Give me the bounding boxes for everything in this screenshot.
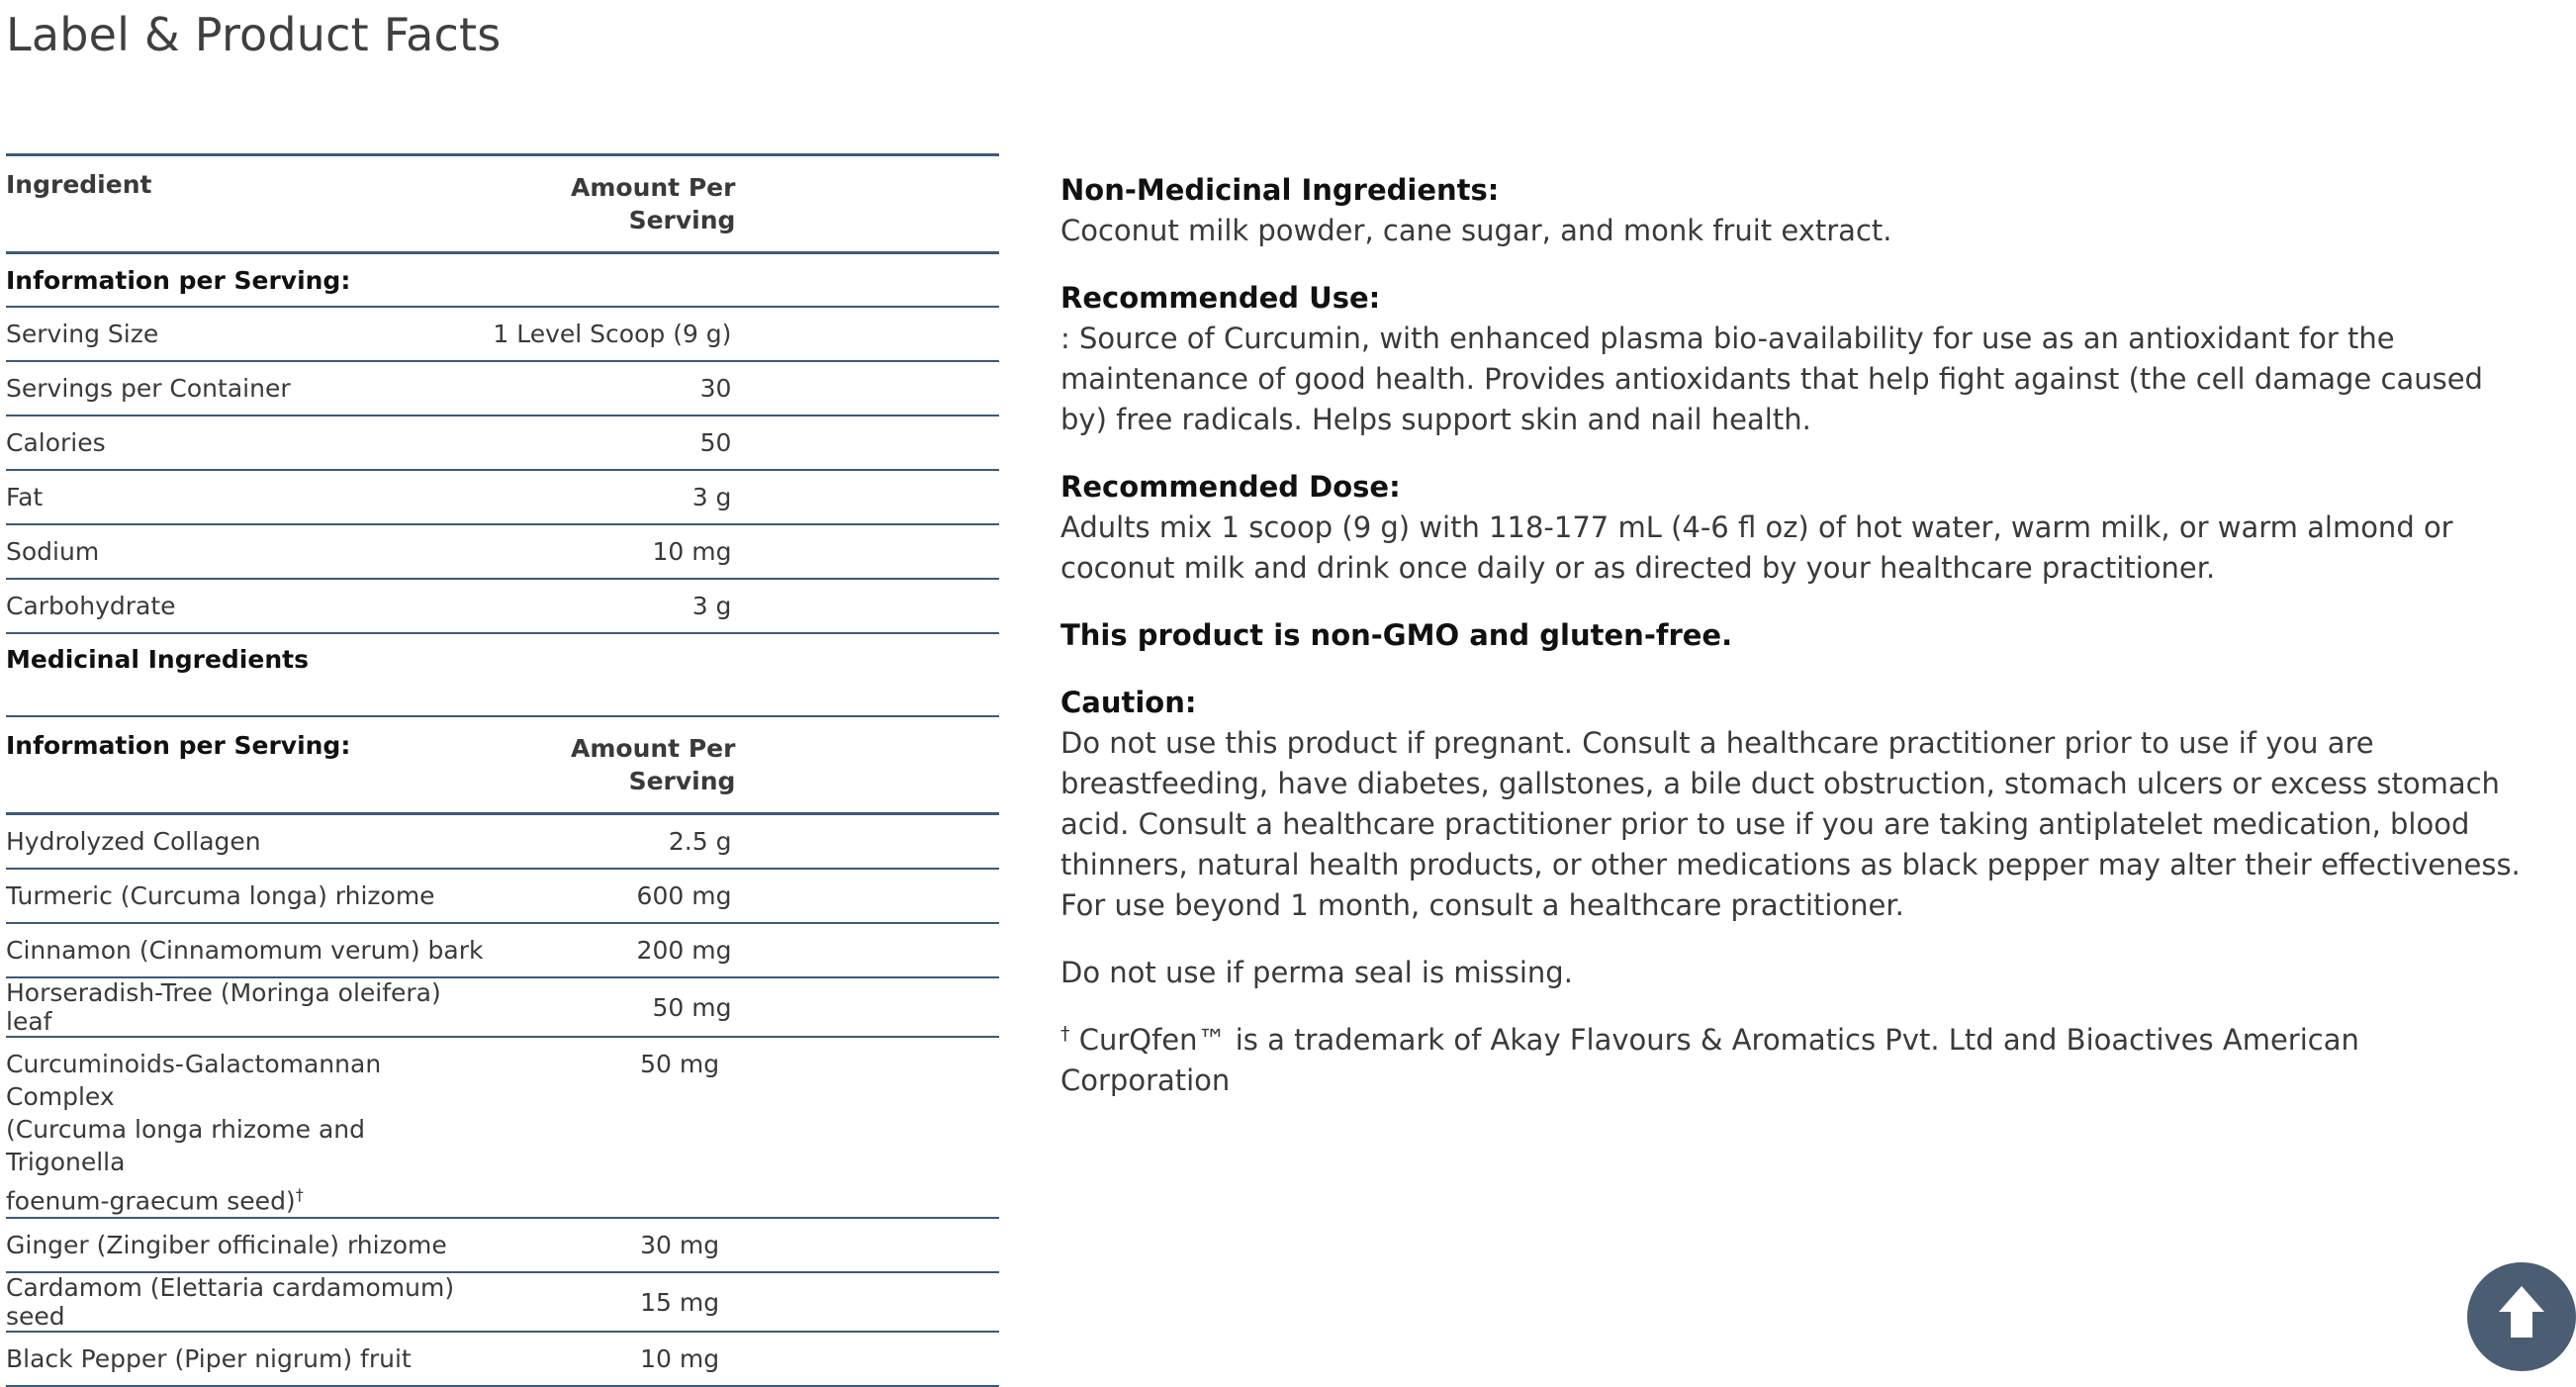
row-name: Curcuminoids-Galactomannan Complex (Curcuma longa rhizome and Trigonella foenum-graecum seed)† [6,1037,486,1218]
medicinal-header-row [6,716,999,814]
row-amount: 50 [486,416,746,470]
info-column-header: Information per Serving: [6,716,486,814]
non-medicinal-text: Coconut milk powder, cane sugar, and monk fruit extract. [1060,214,1892,247]
table-row [6,470,999,524]
table-row [6,361,999,416]
caution-section [1060,683,2525,926]
row-name: Serving Size [6,307,486,361]
table-row [6,977,999,1037]
recommended-use-label: Recommended Use: [1060,281,1381,315]
scroll-to-top-button[interactable] [2467,1262,2576,1371]
row-amount: 1 Level Scoop (9 g) [486,307,746,361]
arrow-up-icon [2489,1278,2554,1343]
table-header-row [6,156,999,253]
recommended-dose-label: Recommended Dose: [1060,470,1401,504]
row-name: Carbohydrate [6,579,486,633]
row-name: Turmeric (Curcuma longa) rhizome [6,869,486,923]
table-row [6,1218,999,1272]
row-amount: 3 g [486,470,746,524]
row-name: Servings per Container [6,361,486,416]
row-amount: 200 mg [486,923,746,977]
product-facts-table [6,153,999,1387]
table-row [6,416,999,470]
seal-warning-section [1060,953,2525,993]
gmo-statement-section [1060,615,2525,656]
recommended-dose-text: Adults mix 1 scoop (9 g) with 118-177 mL (4-6 fl oz) of hot water, warm milk, or warm almond or coconut milk and drink once daily or as directed by your healthcare practitioner. [1060,510,2453,585]
row-name: Hydrolyzed Collagen [6,814,486,870]
row-name: Ginger (Zingiber officinale) rhizome [6,1218,486,1272]
amount-column-header: Amount Per Serving [486,156,746,253]
row-name: Black Pepper (Piper nigrum) fruit [6,1332,486,1386]
row-name: Cinnamon (Cinnamomum verum) bark [6,923,486,977]
row-amount: 2.5 g [486,814,746,870]
row-amount: 15 mg [486,1272,746,1332]
caution-text: Do not use this product if pregnant. Consult a healthcare practitioner prior to use if you are breastfeeding, have diabetes, gallstones, a bile duct obstruction, stomach ulcers or excess stomach acid. Consult a healthcare practitioner prior to use if you are taking antiplatelet medication, blood thinners, natural health products, or other medications as black pepper may alter their effectiveness. For use beyond 1 month, consult a healthcare practitioner. [1060,726,2521,922]
row-name: Cardamom (Elettaria cardamomum) seed [6,1272,486,1332]
caution-label: Caution: [1060,686,1197,719]
product-info-panel [1060,170,2525,1128]
row-amount: 30 [486,361,746,416]
seal-warning-text: Do not use if perma seal is missing. [1060,956,1573,989]
row-amount: 10 mg [486,1332,746,1386]
row-amount: 50 mg [486,1037,746,1218]
amount-column-header: Amount Per Serving [486,716,746,814]
medicinal-heading-row [6,633,999,684]
non-medicinal-ingredients-section [1060,170,2525,251]
table-row [6,1332,999,1386]
row-amount: 3 g [486,579,746,633]
row-name: Fat [6,470,486,524]
table-row [6,1037,999,1218]
row-name: Sodium [6,524,486,579]
trademark-section [1060,1020,2525,1101]
table-row [6,579,999,633]
product-facts-table-container [6,153,999,1387]
row-name: Calories [6,416,486,470]
table-row [6,307,999,361]
row-amount: 50 mg [486,977,746,1037]
row-amount: 600 mg [486,869,746,923]
table-row [6,1272,999,1332]
section-heading-row [6,253,999,308]
section-heading: Information per Serving: [6,253,486,308]
table-row [6,869,999,923]
row-name: Horseradish-Tree (Moringa oleifera) leaf [6,977,486,1037]
recommended-use-section [1060,278,2525,440]
recommended-use-text: : Source of Curcumin, with enhanced plasma bio-availability for use as an antioxidant for the maintenance of good health. Provides antioxidants that help fight against (the cell damage caused by) free radicals. Helps support skin and nail health. [1060,322,2483,436]
row-amount: 10 mg [486,524,746,579]
gmo-statement: This product is non-GMO and gluten-free. [1060,618,1733,652]
table-row [6,524,999,579]
table-row [6,814,999,870]
table-row [6,923,999,977]
ingredient-column-header: Ingredient [6,156,486,253]
row-amount: 30 mg [486,1218,746,1272]
dagger-footnote-mark: † [295,1185,304,1204]
recommended-dose-section [1060,467,2525,589]
page-title: Label & Product Facts [6,8,502,61]
non-medicinal-label: Non-Medicinal Ingredients: [1060,173,1500,207]
trademark-dagger: † [1060,1022,1070,1045]
medicinal-heading: Medicinal Ingredients [6,644,309,674]
trademark-text: CurQfen™ is a trademark of Akay Flavours & Aromatics Pvt. Ltd and Bioactives American Corporation [1060,1023,2359,1097]
